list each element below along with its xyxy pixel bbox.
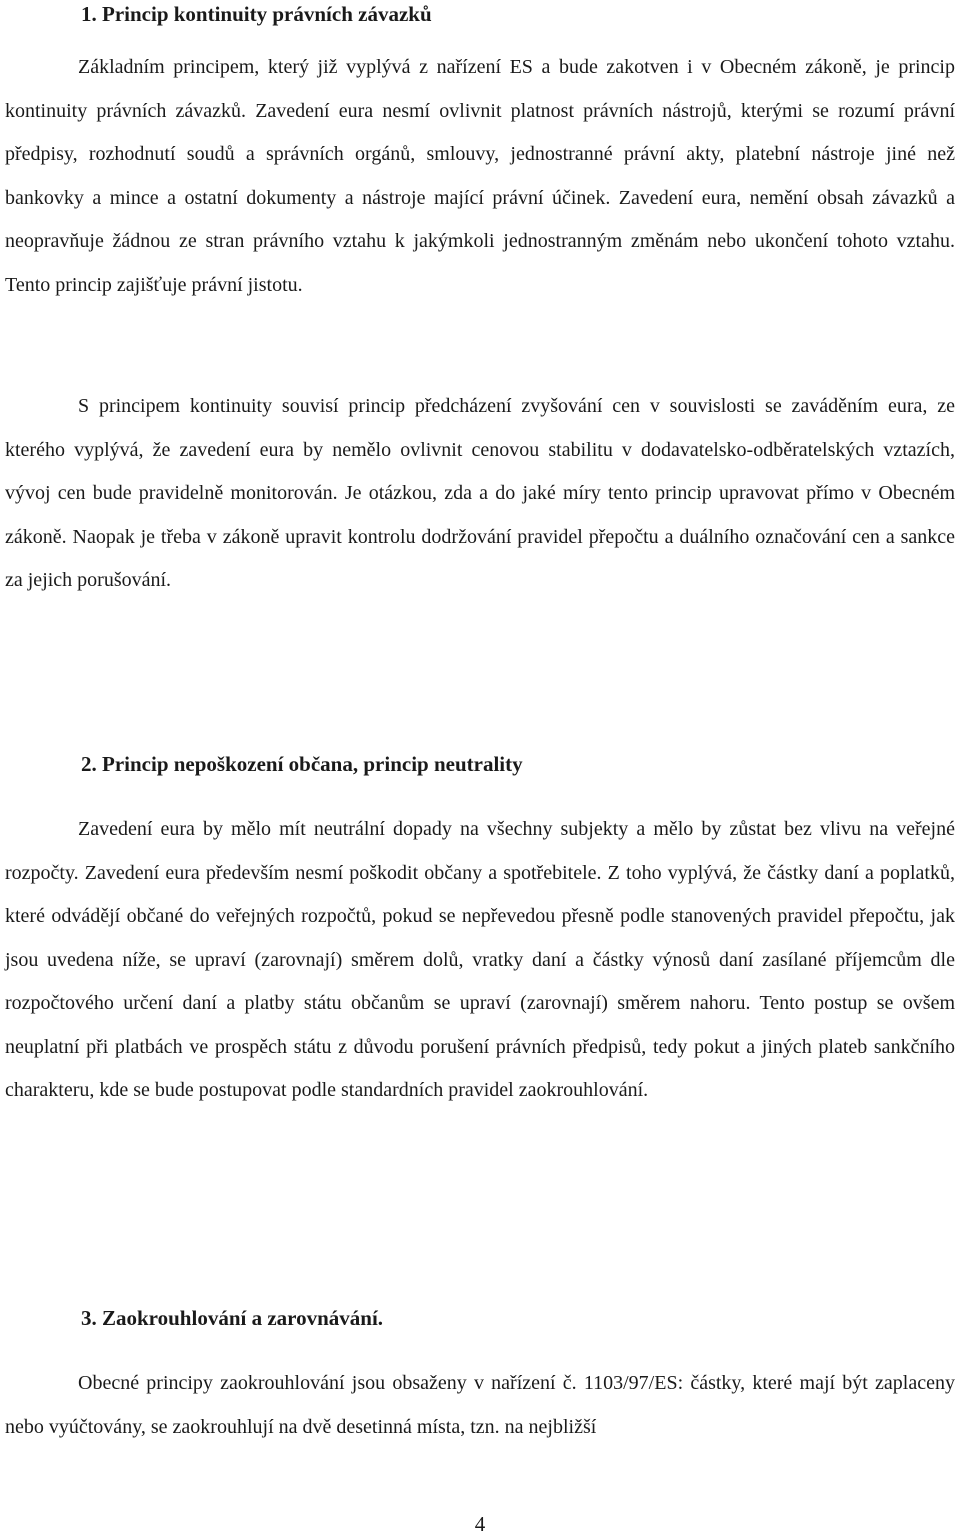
section-1-paragraph-2: S principem kontinuity souvisí princip předcházení zvyšování cen v souvislosti se zaváděním eura, ze kterého vyplývá, že zavedení eura by nemělo ovlivnit cenovou stabilitu v dodavatelsko-odběratelských vztazích, vývoj cen bude pravidelně monitorován. Je otázkou, zda a do jaké míry tento princip upravovat přímo v Obecném zákoně. Naopak je třeba v zákoně upravit kontrolu dodržování pravidel přepočtu a duálního označování cen a sankce za jejich porušování. (5, 395, 955, 591)
section-heading-2: 2. Princip nepoškození občana, princip neutrality (81, 752, 523, 776)
section-heading-3: 3. Zaokrouhlování a zarovnávání. (81, 1306, 384, 1330)
section-heading-1: 1. Princip kontinuity právních závazků (81, 2, 432, 26)
section-1-paragraph-1: Základním principem, který již vyplývá z nařízení ES a bude zakotven i v Obecném zákoně, je princip kontinuity právních závazků. Zavedení eura nesmí ovlivnit platnost právních nástrojů, kterými se rozumí právní předpisy, rozhodnutí soudů a správních orgánů, smlouvy, jednostranné právní akty, platební nástroje jiné než bankovky a mince a ostatní dokumenty a nástroje mající právní účinek. Zavedení eura, nemění obsah závazků a neopravňuje žádnou ze stran právního vztahu k jakýmkoli jednostranným změnám nebo ukončení tohoto vztahu. Tento princip zajišťuje právní jistotu. (5, 56, 955, 296)
section-3-paragraph-1: Obecné principy zaokrouhlování jsou obsaženy v nařízení č. 1103/97/ES: částky, které mají být zaplaceny nebo vyúčtovány, se zaokrouhlují na dvě desetinná místa, tzn. na nejbližší (5, 1372, 955, 1438)
page-number: 4 (474, 1512, 486, 1536)
section-2-paragraph-1: Zavedení eura by mělo mít neutrální dopady na všechny subjekty a mělo by zůstat bez vlivu na veřejné rozpočty. Zavedení eura především nesmí poškodit občany a spotřebitele. Z toho vyplývá, že částky daní a poplatků, které odvádějí občané do veřejných rozpočtů, pokud se nepřevedou přesně podle stanovených pravidel přepočtu, jak jsou uvedena níže, se upraví (zarovnají) směrem dolů, vratky daní a částky výnosů daní zasílané příjemcům dle rozpočtového určení daní a platby státu občanům se upraví (zarovnají) směrem nahoru. Tento postup se ovšem neuplatní při platbách ve prospěch státu z důvodu porušení právních předpisů, tedy pokut a jiných plateb sankčního charakteru, kde se bude postupovat podle standardních pravidel zaokrouhlování. (5, 818, 955, 1101)
